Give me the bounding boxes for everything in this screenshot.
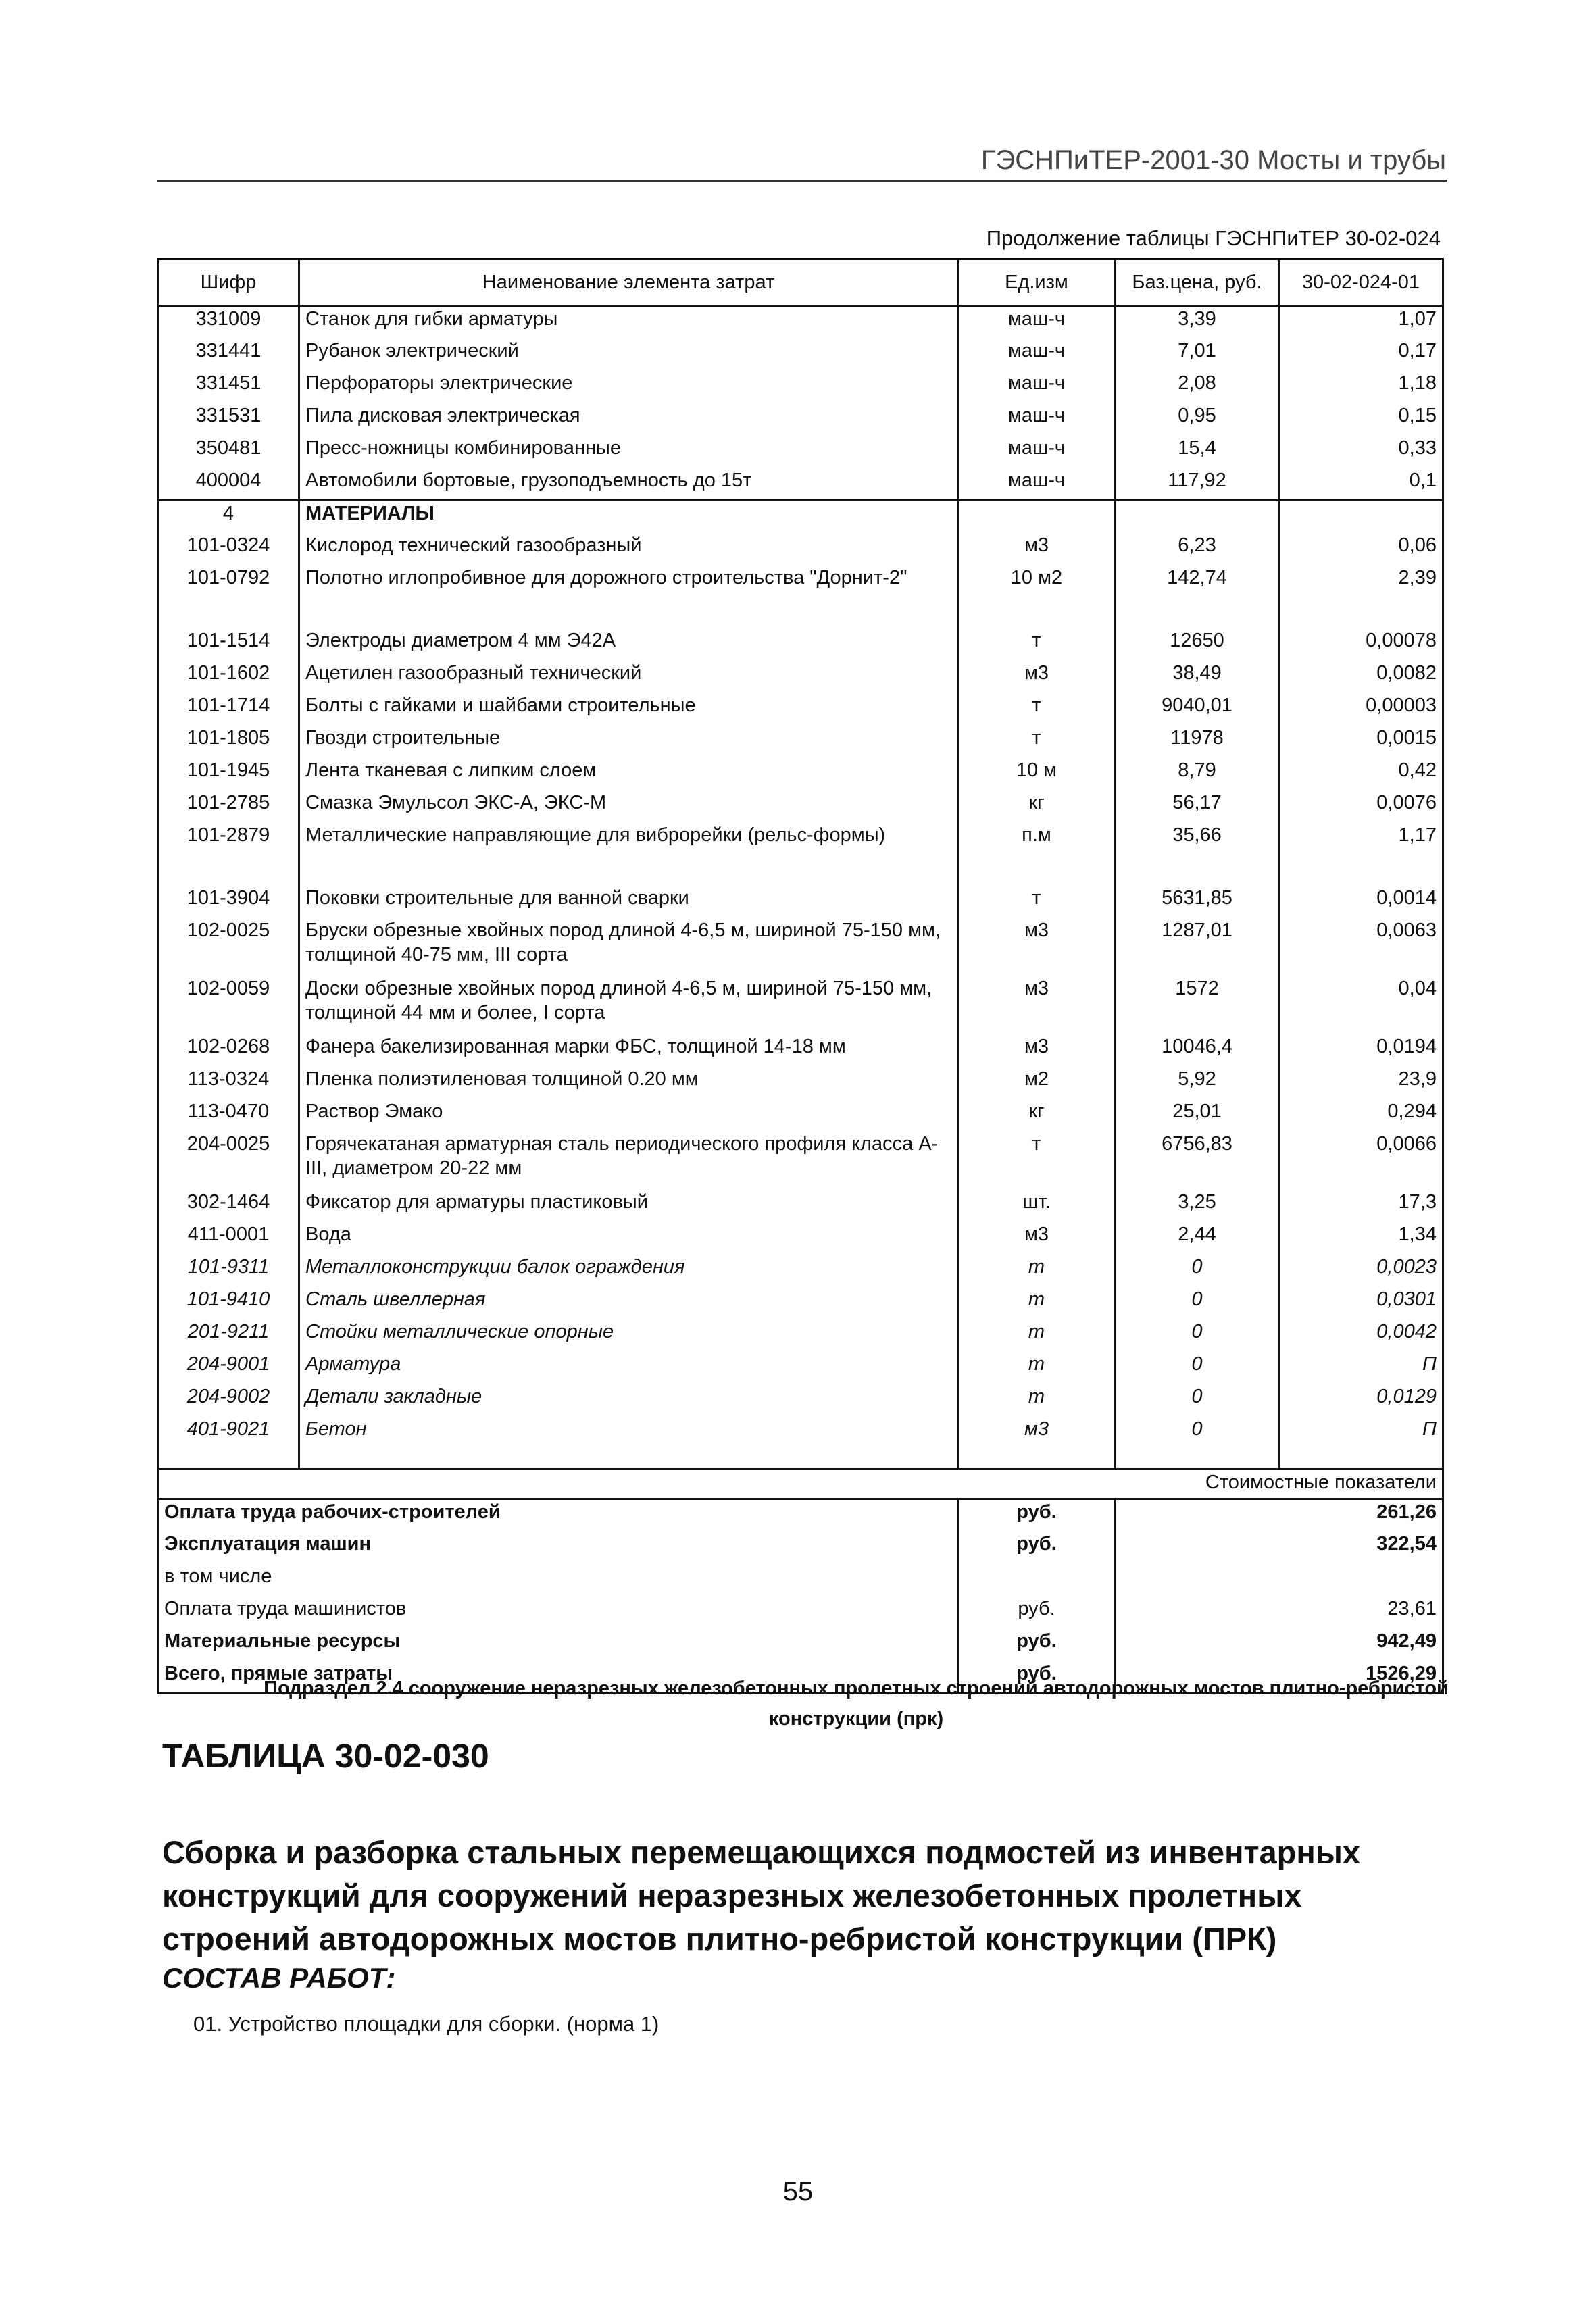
row-norm (1279, 501, 1443, 533)
table-description: Сборка и разборка стальных перемещающихся подмостей из инвентарных конструкций для сооружений неразрезных железобетонных пролетных строений автодорожных мостов плитно-ребристой конструкции (ПРК) (162, 1834, 1361, 1957)
row-price: 12650 (1116, 628, 1279, 661)
row-code: 101-2879 (158, 823, 299, 855)
table-row (158, 918, 1443, 976)
summary-value: 261,26 (1116, 1499, 1443, 1532)
row-code: 201-9211 (158, 1319, 299, 1352)
row-norm: 2,39 (1279, 565, 1443, 598)
summary-unit: руб. (958, 1661, 1116, 1694)
summary-value: 23,61 (1116, 1596, 1443, 1629)
row-name: Смазка Эмульсол ЭКС-А, ЭКС-М (299, 790, 958, 823)
row-code: 411-0001 (158, 1222, 299, 1255)
table-row (158, 338, 1443, 371)
row-price: 0 (1116, 1384, 1279, 1417)
row-norm: 23,9 (1279, 1067, 1443, 1099)
row-code: 101-2785 (158, 790, 299, 823)
row-name: Поковки строительные для ванной сварки (299, 886, 958, 918)
row-norm: 0,17 (1279, 338, 1443, 371)
spacer-row (158, 855, 1443, 886)
row-price: 2,08 (1116, 371, 1279, 403)
row-code: 102-0025 (158, 918, 299, 976)
row-norm: 0,0063 (1279, 918, 1443, 976)
table-row (158, 403, 1443, 436)
row-price: 25,01 (1116, 1099, 1279, 1132)
row-norm: 0,0066 (1279, 1132, 1443, 1190)
row-unit: т (958, 1255, 1116, 1287)
row-norm: 1,34 (1279, 1222, 1443, 1255)
work-composition-heading: СОСТАВ РАБОТ: (162, 1962, 396, 1994)
row-unit: м3 (958, 1417, 1116, 1449)
row-unit: т (958, 693, 1116, 726)
row-price: 3,39 (1116, 306, 1279, 338)
table-row (158, 976, 1443, 1034)
row-price: 0 (1116, 1319, 1279, 1352)
row-norm: 0,04 (1279, 976, 1443, 1034)
row-unit: м3 (958, 1034, 1116, 1067)
row-unit: 10 м2 (958, 565, 1116, 598)
summary-row (158, 1499, 1443, 1532)
row-unit: маш-ч (958, 371, 1116, 403)
row-norm: 0,0023 (1279, 1255, 1443, 1287)
row-price: 38,49 (1116, 661, 1279, 693)
row-unit: шт. (958, 1190, 1116, 1222)
table-row (158, 533, 1443, 565)
row-price: 3,25 (1116, 1190, 1279, 1222)
row-unit: т (958, 628, 1116, 661)
row-code: 302-1464 (158, 1190, 299, 1222)
table-row (158, 565, 1443, 598)
row-norm: 0,0015 (1279, 726, 1443, 758)
row-name: Лента тканевая с липким слоем (299, 758, 958, 790)
row-code: 113-0470 (158, 1099, 299, 1132)
table-row (158, 1319, 1443, 1352)
row-name: Фанера бакелизированная марки ФБС, толщиной 14-18 мм (299, 1034, 958, 1067)
row-name: Болты с гайками и шайбами строительные (299, 693, 958, 726)
row-code: 101-9311 (158, 1255, 299, 1287)
row-name: Стойки металлические опорные (299, 1319, 958, 1352)
row-unit: 10 м (958, 758, 1116, 790)
subsection-title: Подраздел 2.4 сооружение неразрезных железобетонных пролетных строений автодорожных мостов плитно-ребристой конструкции (прк) (264, 1678, 1449, 1730)
table-row (158, 1255, 1443, 1287)
summary-row (158, 1629, 1443, 1661)
table-row (158, 1132, 1443, 1190)
row-name: Фиксатор для арматуры пластиковый (299, 1190, 958, 1222)
row-price: 15,4 (1116, 436, 1279, 468)
row-norm: П (1279, 1352, 1443, 1384)
row-price: 7,01 (1116, 338, 1279, 371)
row-code: 101-0324 (158, 533, 299, 565)
summary-label: Оплата труда рабочих-строителей (158, 1499, 958, 1532)
row-unit (958, 501, 1116, 533)
row-name: Арматура (299, 1352, 958, 1384)
row-unit: маш-ч (958, 306, 1116, 338)
table-row (158, 661, 1443, 693)
row-unit: т (958, 1352, 1116, 1384)
summary-value: 322,54 (1116, 1532, 1443, 1564)
table-row (158, 1287, 1443, 1319)
row-norm: 0,0014 (1279, 886, 1443, 918)
row-price: 0,95 (1116, 403, 1279, 436)
page-number: 55 (782, 2177, 814, 2207)
row-name: Бруски обрезные хвойных пород длиной 4-6,5 м, шириной 75-150 мм, толщиной 40-75 мм, III сорта (299, 918, 958, 976)
row-unit: м3 (958, 1222, 1116, 1255)
table-header-row (158, 259, 1443, 306)
row-code: 101-1945 (158, 758, 299, 790)
table-row (158, 1099, 1443, 1132)
row-name: Металлические направляющие для виброрейки (рельс-формы) (299, 823, 958, 855)
row-code: 101-1514 (158, 628, 299, 661)
row-price: 8,79 (1116, 758, 1279, 790)
row-norm: 0,1 (1279, 468, 1443, 501)
row-name: Рубанок электрический (299, 338, 958, 371)
row-norm: 1,18 (1279, 371, 1443, 403)
row-norm: 0,06 (1279, 533, 1443, 565)
row-norm: 0,42 (1279, 758, 1443, 790)
row-name: Пресс-ножницы комбинированные (299, 436, 958, 468)
row-unit: т (958, 1319, 1116, 1352)
work-item: 01. Устройство площадки для сборки. (норма 1) (193, 2012, 659, 2036)
header-rule (157, 180, 1447, 182)
summary-unit: руб. (958, 1596, 1116, 1629)
row-code: 101-1714 (158, 693, 299, 726)
cost-indicators-row (158, 1469, 1443, 1499)
row-unit: м2 (958, 1067, 1116, 1099)
row-norm: 0,0042 (1279, 1319, 1443, 1352)
row-code: 4 (158, 501, 299, 533)
row-code: 204-9002 (158, 1384, 299, 1417)
row-code: 113-0324 (158, 1067, 299, 1099)
table-row (158, 1222, 1443, 1255)
row-norm: 1,17 (1279, 823, 1443, 855)
table-title: ТАБЛИЦА 30-02-030 (162, 1737, 489, 1775)
row-code: 101-9410 (158, 1287, 299, 1319)
row-unit: т (958, 1384, 1116, 1417)
row-code: 331531 (158, 403, 299, 436)
header-unit: Ед.изм (958, 259, 1116, 306)
row-unit: т (958, 886, 1116, 918)
row-name: Перфораторы электрические (299, 371, 958, 403)
row-price: 0 (1116, 1255, 1279, 1287)
table-row (158, 823, 1443, 855)
spacer-row (158, 598, 1443, 628)
summary-unit (958, 1564, 1116, 1596)
row-norm: 0,0076 (1279, 790, 1443, 823)
row-code: 400004 (158, 468, 299, 501)
row-norm: 0,00078 (1279, 628, 1443, 661)
section-row-materials (158, 501, 1443, 533)
summary-label: Материальные ресурсы (158, 1629, 958, 1661)
row-price: 0 (1116, 1287, 1279, 1319)
summary-unit: руб. (958, 1629, 1116, 1661)
row-unit: п.м (958, 823, 1116, 855)
row-code: 204-9001 (158, 1352, 299, 1384)
table-row (158, 1067, 1443, 1099)
table-row (158, 306, 1443, 338)
row-name: Доски обрезные хвойных пород длиной 4-6,5 м, шириной 75-150 мм, толщиной 44 мм и более, I сорта (299, 976, 958, 1034)
row-name: Детали закладные (299, 1384, 958, 1417)
row-code: 331441 (158, 338, 299, 371)
row-unit: м3 (958, 661, 1116, 693)
table-row (158, 468, 1443, 501)
table-row (158, 693, 1443, 726)
table-row (158, 1190, 1443, 1222)
row-name: Станок для гибки арматуры (299, 306, 958, 338)
row-price: 2,44 (1116, 1222, 1279, 1255)
row-name: Вода (299, 1222, 958, 1255)
row-price: 0 (1116, 1417, 1279, 1449)
row-code: 101-1602 (158, 661, 299, 693)
row-unit: т (958, 1287, 1116, 1319)
table-row (158, 1034, 1443, 1067)
summary-label: Всего, прямые затраты (158, 1661, 958, 1694)
row-name: Пила дисковая электрическая (299, 403, 958, 436)
summary-label: Эксплуатация машин (158, 1532, 958, 1564)
row-unit: т (958, 1132, 1116, 1190)
row-price: 6756,83 (1116, 1132, 1279, 1190)
row-code: 350481 (158, 436, 299, 468)
row-price: 6,23 (1116, 533, 1279, 565)
table-row (158, 628, 1443, 661)
header-norm: 30-02-024-01 (1279, 259, 1443, 306)
row-unit: кг (958, 790, 1116, 823)
row-code: 101-3904 (158, 886, 299, 918)
row-code: 101-0792 (158, 565, 299, 598)
row-code: 331009 (158, 306, 299, 338)
row-price: 9040,01 (1116, 693, 1279, 726)
row-price: 142,74 (1116, 565, 1279, 598)
row-name: Бетон (299, 1417, 958, 1449)
row-unit: м3 (958, 918, 1116, 976)
row-name: Полотно иглопробивное для дорожного строительства "Дорнит-2" (299, 565, 958, 598)
row-name: Раствор Эмако (299, 1099, 958, 1132)
table-row (158, 726, 1443, 758)
row-norm: 0,294 (1279, 1099, 1443, 1132)
row-norm: 0,0129 (1279, 1384, 1443, 1417)
row-price: 10046,4 (1116, 1034, 1279, 1067)
summary-value: 942,49 (1116, 1629, 1443, 1661)
summary-value: 1526,29 (1116, 1661, 1443, 1694)
row-unit: маш-ч (958, 436, 1116, 468)
row-price: 1287,01 (1116, 918, 1279, 976)
row-price: 11978 (1116, 726, 1279, 758)
row-price: 5631,85 (1116, 886, 1279, 918)
row-norm: 17,3 (1279, 1190, 1443, 1222)
running-head: ГЭСНПиТЕР-2001-30 Мосты и трубы (980, 145, 1446, 175)
row-norm: 0,0194 (1279, 1034, 1443, 1067)
summary-value (1116, 1564, 1443, 1596)
summary-row (158, 1532, 1443, 1564)
row-name: Пленка полиэтиленовая толщиной 0.20 мм (299, 1067, 958, 1099)
summary-unit: руб. (958, 1499, 1116, 1532)
summary-unit: руб. (958, 1532, 1116, 1564)
summary-label: в том числе (158, 1564, 958, 1596)
row-code: 102-0268 (158, 1034, 299, 1067)
summary-label: Оплата труда машинистов (158, 1596, 958, 1629)
row-price: 35,66 (1116, 823, 1279, 855)
row-norm: 0,0082 (1279, 661, 1443, 693)
header-price: Баз.цена, руб. (1116, 259, 1279, 306)
continuation-note: Продолжение таблицы ГЭСНПиТЕР 30-02-024 (986, 226, 1441, 250)
row-code: 204-0025 (158, 1132, 299, 1190)
spacer-row (158, 1449, 1443, 1469)
table-row (158, 371, 1443, 403)
section-title: МАТЕРИАЛЫ (299, 501, 958, 533)
row-unit: м3 (958, 533, 1116, 565)
row-unit: маш-ч (958, 403, 1116, 436)
table-row (158, 436, 1443, 468)
row-name: Металлоконструкции балок ограждения (299, 1255, 958, 1287)
table-row (158, 1384, 1443, 1417)
row-unit: кг (958, 1099, 1116, 1132)
row-name: Сталь швеллерная (299, 1287, 958, 1319)
row-norm: 0,0301 (1279, 1287, 1443, 1319)
row-name: Автомобили бортовые, грузоподъемность до 15т (299, 468, 958, 501)
row-unit: маш-ч (958, 468, 1116, 501)
cost-indicators-label: Стоимостные показатели (1116, 1469, 1443, 1499)
row-price: 0 (1116, 1352, 1279, 1384)
row-code: 102-0059 (158, 976, 299, 1034)
row-name: Гвозди строительные (299, 726, 958, 758)
table-row (158, 758, 1443, 790)
row-norm: 1,07 (1279, 306, 1443, 338)
header-name: Наименование элемента затрат (299, 259, 958, 306)
row-code: 401-9021 (158, 1417, 299, 1449)
table-row (158, 1417, 1443, 1449)
row-norm: 0,00003 (1279, 693, 1443, 726)
row-norm: 0,15 (1279, 403, 1443, 436)
row-code: 101-1805 (158, 726, 299, 758)
row-unit: т (958, 726, 1116, 758)
row-unit: м3 (958, 976, 1116, 1034)
summary-row (158, 1564, 1443, 1596)
resource-table (157, 258, 1444, 1694)
table-row (158, 790, 1443, 823)
row-price: 1572 (1116, 976, 1279, 1034)
table-row (158, 886, 1443, 918)
row-name: Электроды диаметром 4 мм Э42А (299, 628, 958, 661)
row-price: 56,17 (1116, 790, 1279, 823)
row-price (1116, 501, 1279, 533)
row-norm: 0,33 (1279, 436, 1443, 468)
row-name: Горячекатаная арматурная сталь периодического профиля класса А-III, диаметром 20-22 мм (299, 1132, 958, 1190)
table-row (158, 1352, 1443, 1384)
row-name: Кислород технический газообразный (299, 533, 958, 565)
row-unit: маш-ч (958, 338, 1116, 371)
header-code: Шифр (158, 259, 299, 306)
row-name: Ацетилен газообразный технический (299, 661, 958, 693)
summary-row (158, 1596, 1443, 1629)
row-price: 5,92 (1116, 1067, 1279, 1099)
row-norm: П (1279, 1417, 1443, 1449)
row-price: 117,92 (1116, 468, 1279, 501)
cost-indicators-blank (158, 1469, 1116, 1499)
row-code: 331451 (158, 371, 299, 403)
